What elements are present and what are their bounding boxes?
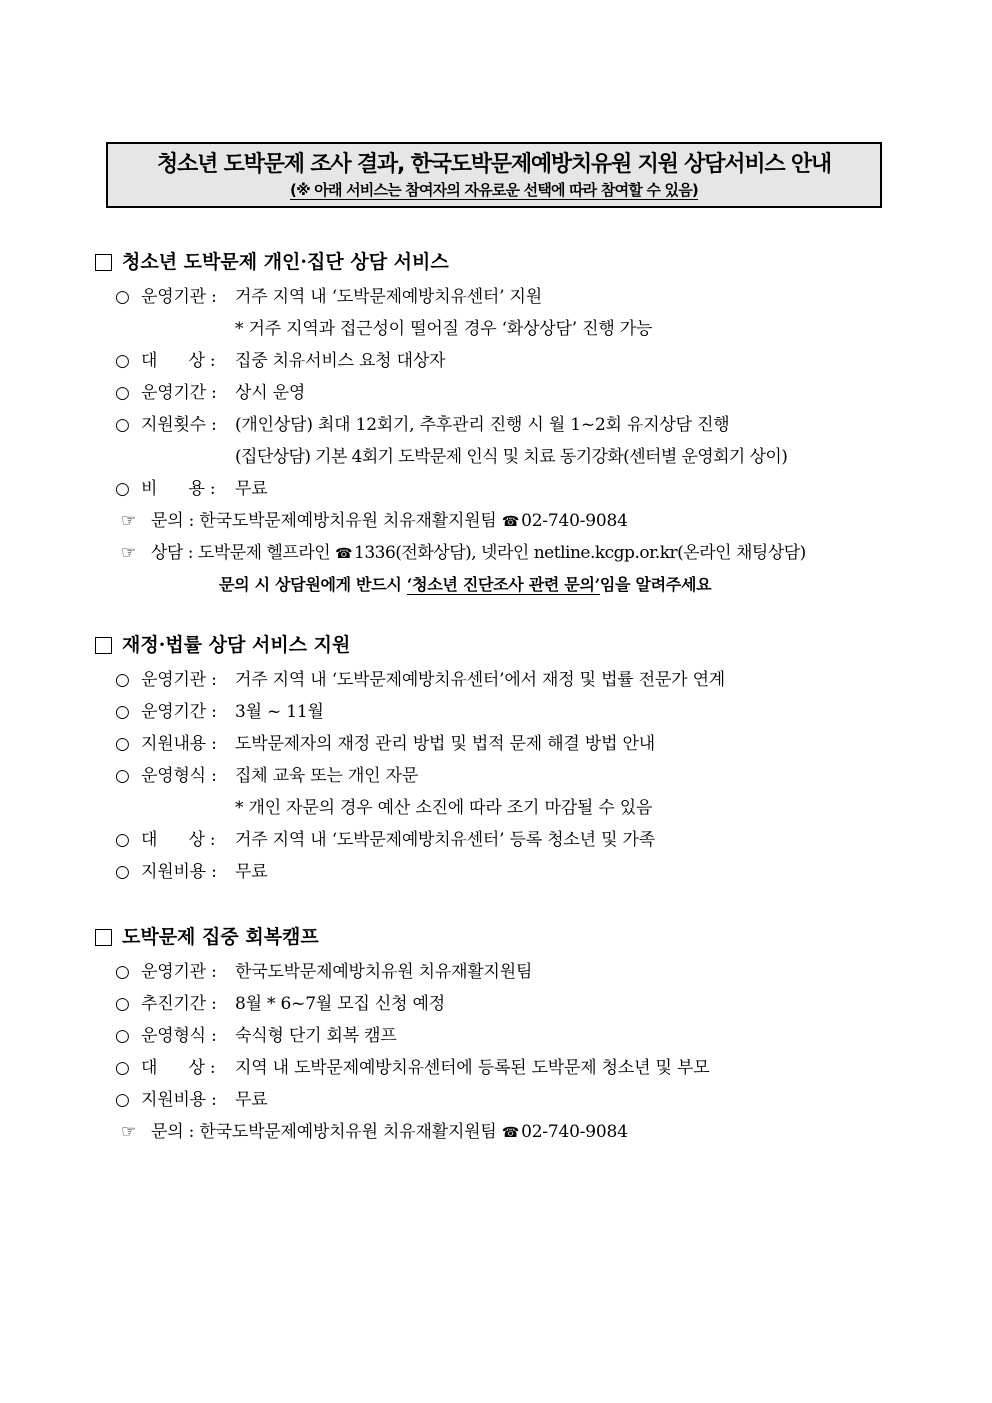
row-note: * 거주 지역과 접근성이 떨어질 경우 ‘화상상담’ 진행 가능 — [235, 319, 653, 339]
row-value: 무료 — [235, 479, 268, 499]
info-row-period — [95, 696, 895, 728]
info-row-org — [95, 956, 895, 988]
section-1-body — [95, 281, 895, 601]
section-heading — [95, 922, 895, 952]
inquiry-org: 한국도박문제예방치유원 치유재활지원팀 — [199, 1122, 497, 1142]
counsel-row — [95, 537, 895, 569]
row-value: 거주 지역 내 ‘도박문제예방치유센터’에서 재정 및 법률 전문가 연계 — [235, 670, 726, 690]
section-heading — [95, 247, 895, 277]
inquiry-phone[interactable]: 02-740-9084 — [521, 1122, 628, 1142]
info-row-count-cont — [95, 441, 895, 473]
inquiry-label: 문의 : — [151, 511, 195, 531]
inquiry-label: 문의 : — [151, 1122, 195, 1142]
checkbox-square-icon — [95, 637, 112, 654]
section-heading — [95, 630, 895, 660]
pointing-hand-icon: ☞ — [121, 543, 137, 563]
row-label: 운영형식 : — [141, 1026, 217, 1046]
row-label: 비 용 : — [141, 479, 216, 499]
info-row-content — [95, 728, 895, 760]
notice-pre: 문의 시 상담원에게 반드시 — [219, 575, 407, 594]
phone-icon: ☎ — [335, 546, 353, 562]
info-row-org — [95, 281, 895, 313]
inquiry-text — [151, 1116, 628, 1149]
phone-icon: ☎ — [501, 1125, 520, 1141]
row-value: 한국도박문제예방치유원 치유재활지원팀 — [235, 962, 533, 982]
row-value: 8월 * 6~7월 모집 신청 예정 — [235, 994, 445, 1014]
pointing-hand-icon: ☞ — [121, 511, 137, 531]
pointing-hand-icon: ☞ — [121, 1122, 137, 1142]
inquiry-org: 한국도박문제예방치유원 치유재활지원팀 — [199, 511, 497, 531]
circle-bullet-icon: ○ — [115, 734, 130, 754]
counsel-details[interactable]: 1336(전화상담), 넷라인 netline.kcgp.or.kr(온라인 채팅상담) — [354, 543, 806, 563]
row-value: 거주 지역 내 ‘도박문제예방치유센터’ 등록 청소년 및 가족 — [235, 830, 655, 850]
row-label: 지원내용 : — [141, 734, 217, 754]
info-row-cost — [95, 1084, 895, 1116]
info-row-cost — [95, 856, 895, 888]
circle-bullet-icon: ○ — [115, 351, 130, 371]
notice-text — [219, 569, 711, 601]
info-row-target — [95, 345, 895, 377]
circle-bullet-icon: ○ — [115, 830, 130, 850]
circle-bullet-icon: ○ — [115, 670, 130, 690]
row-label: 운영기관 : — [141, 287, 217, 307]
row-value-continued: (집단상담) 기본 4회기 도박문제 인식 및 치료 동기강화(센터별 운영회기 상이) — [235, 447, 788, 467]
inquiry-row — [95, 1116, 895, 1148]
row-value: 지역 내 도박문제예방치유센터에 등록된 도박문제 청소년 및 부모 — [235, 1058, 710, 1078]
title-box — [106, 142, 882, 208]
row-label: 운영기간 : — [141, 383, 217, 403]
subtitle-note-text: (※ 아래 서비스는 참여자의 자유로운 선택에 따라 참여할 수 있음) — [290, 181, 698, 199]
row-label: 운영기관 : — [141, 962, 217, 982]
circle-bullet-icon: ○ — [115, 1090, 130, 1110]
row-label: 대 상 : — [141, 351, 216, 371]
info-row-cost — [95, 473, 895, 505]
circle-bullet-icon: ○ — [115, 962, 130, 982]
row-value: 3월 ~ 11월 — [235, 702, 324, 722]
notice-row — [95, 569, 895, 601]
row-value: 숙식형 단기 회복 캠프 — [235, 1026, 397, 1046]
row-value: (개인상담) 최대 12회기, 추후관리 진행 시 월 1~2회 유지상담 진행 — [235, 415, 730, 435]
checkbox-square-icon — [95, 929, 112, 946]
counsel-label: 상담 : — [151, 543, 193, 563]
circle-bullet-icon: ○ — [115, 415, 130, 435]
document-title: 청소년 도박문제 조사 결과, 한국도박문제예방치유원 지원 상담서비스 안내 — [157, 152, 831, 177]
notice-post: 임을 알려주세요 — [599, 575, 712, 594]
section-heading-text: 재정·법률 상담 서비스 지원 — [122, 634, 351, 656]
section-2-body — [95, 664, 895, 888]
row-label: 대 상 : — [141, 830, 216, 850]
section-heading-text: 도박문제 집중 회복캠프 — [122, 926, 319, 948]
circle-bullet-icon: ○ — [115, 702, 130, 722]
row-value: 도박문제자의 재정 관리 방법 및 법적 문제 해결 방법 안내 — [235, 734, 655, 754]
row-label: 지원횟수 : — [141, 415, 217, 435]
inquiry-row — [95, 505, 895, 537]
section-financial-legal — [95, 630, 895, 660]
inquiry-text — [151, 505, 628, 538]
row-label: 지원비용 : — [141, 1090, 217, 1110]
row-note: * 개인 자문의 경우 예산 소진에 따라 조기 마감될 수 있음 — [235, 798, 653, 818]
checkbox-square-icon — [95, 254, 112, 271]
inquiry-phone[interactable]: 02-740-9084 — [521, 511, 628, 531]
circle-bullet-icon: ○ — [115, 862, 130, 882]
row-value: 집중 치유서비스 요청 대상자 — [235, 351, 446, 371]
circle-bullet-icon: ○ — [115, 383, 130, 403]
info-row-target — [95, 824, 895, 856]
counsel-text — [151, 537, 806, 570]
section-individual-group-counseling — [95, 247, 895, 277]
section-3-body — [95, 956, 895, 1148]
circle-bullet-icon: ○ — [115, 287, 130, 307]
row-value: 무료 — [235, 1090, 268, 1110]
row-label: 운영기간 : — [141, 702, 217, 722]
notice-underlined: ‘청소년 진단조사 관련 문의’ — [406, 575, 600, 594]
circle-bullet-icon: ○ — [115, 479, 130, 499]
info-row-period — [95, 988, 895, 1020]
document-subtitle-note — [108, 180, 880, 200]
info-row-format — [95, 760, 895, 792]
phone-icon: ☎ — [501, 514, 520, 530]
row-value: 무료 — [235, 862, 268, 882]
row-label: 추진기간 : — [141, 994, 217, 1014]
row-value: 상시 운영 — [235, 383, 306, 403]
row-label: 운영기관 : — [141, 670, 217, 690]
section-recovery-camp — [95, 922, 895, 952]
info-row-format-note — [95, 792, 895, 824]
row-value: 거주 지역 내 ‘도박문제예방치유센터’ 지원 — [235, 287, 542, 307]
info-row-target — [95, 1052, 895, 1084]
row-label: 운영형식 : — [141, 766, 217, 786]
section-heading-text: 청소년 도박문제 개인·집단 상담 서비스 — [122, 251, 449, 273]
info-row-org-note — [95, 313, 895, 345]
circle-bullet-icon: ○ — [115, 766, 130, 786]
info-row-format — [95, 1020, 895, 1052]
row-value: 집체 교육 또는 개인 자문 — [235, 766, 419, 786]
circle-bullet-icon: ○ — [115, 994, 130, 1014]
circle-bullet-icon: ○ — [115, 1026, 130, 1046]
info-row-count — [95, 409, 895, 441]
circle-bullet-icon: ○ — [115, 1058, 130, 1078]
counsel-helpline: 도박문제 헬프라인 — [197, 543, 331, 563]
info-row-org — [95, 664, 895, 696]
row-label: 대 상 : — [141, 1058, 216, 1078]
row-label: 지원비용 : — [141, 862, 217, 882]
info-row-period — [95, 377, 895, 409]
